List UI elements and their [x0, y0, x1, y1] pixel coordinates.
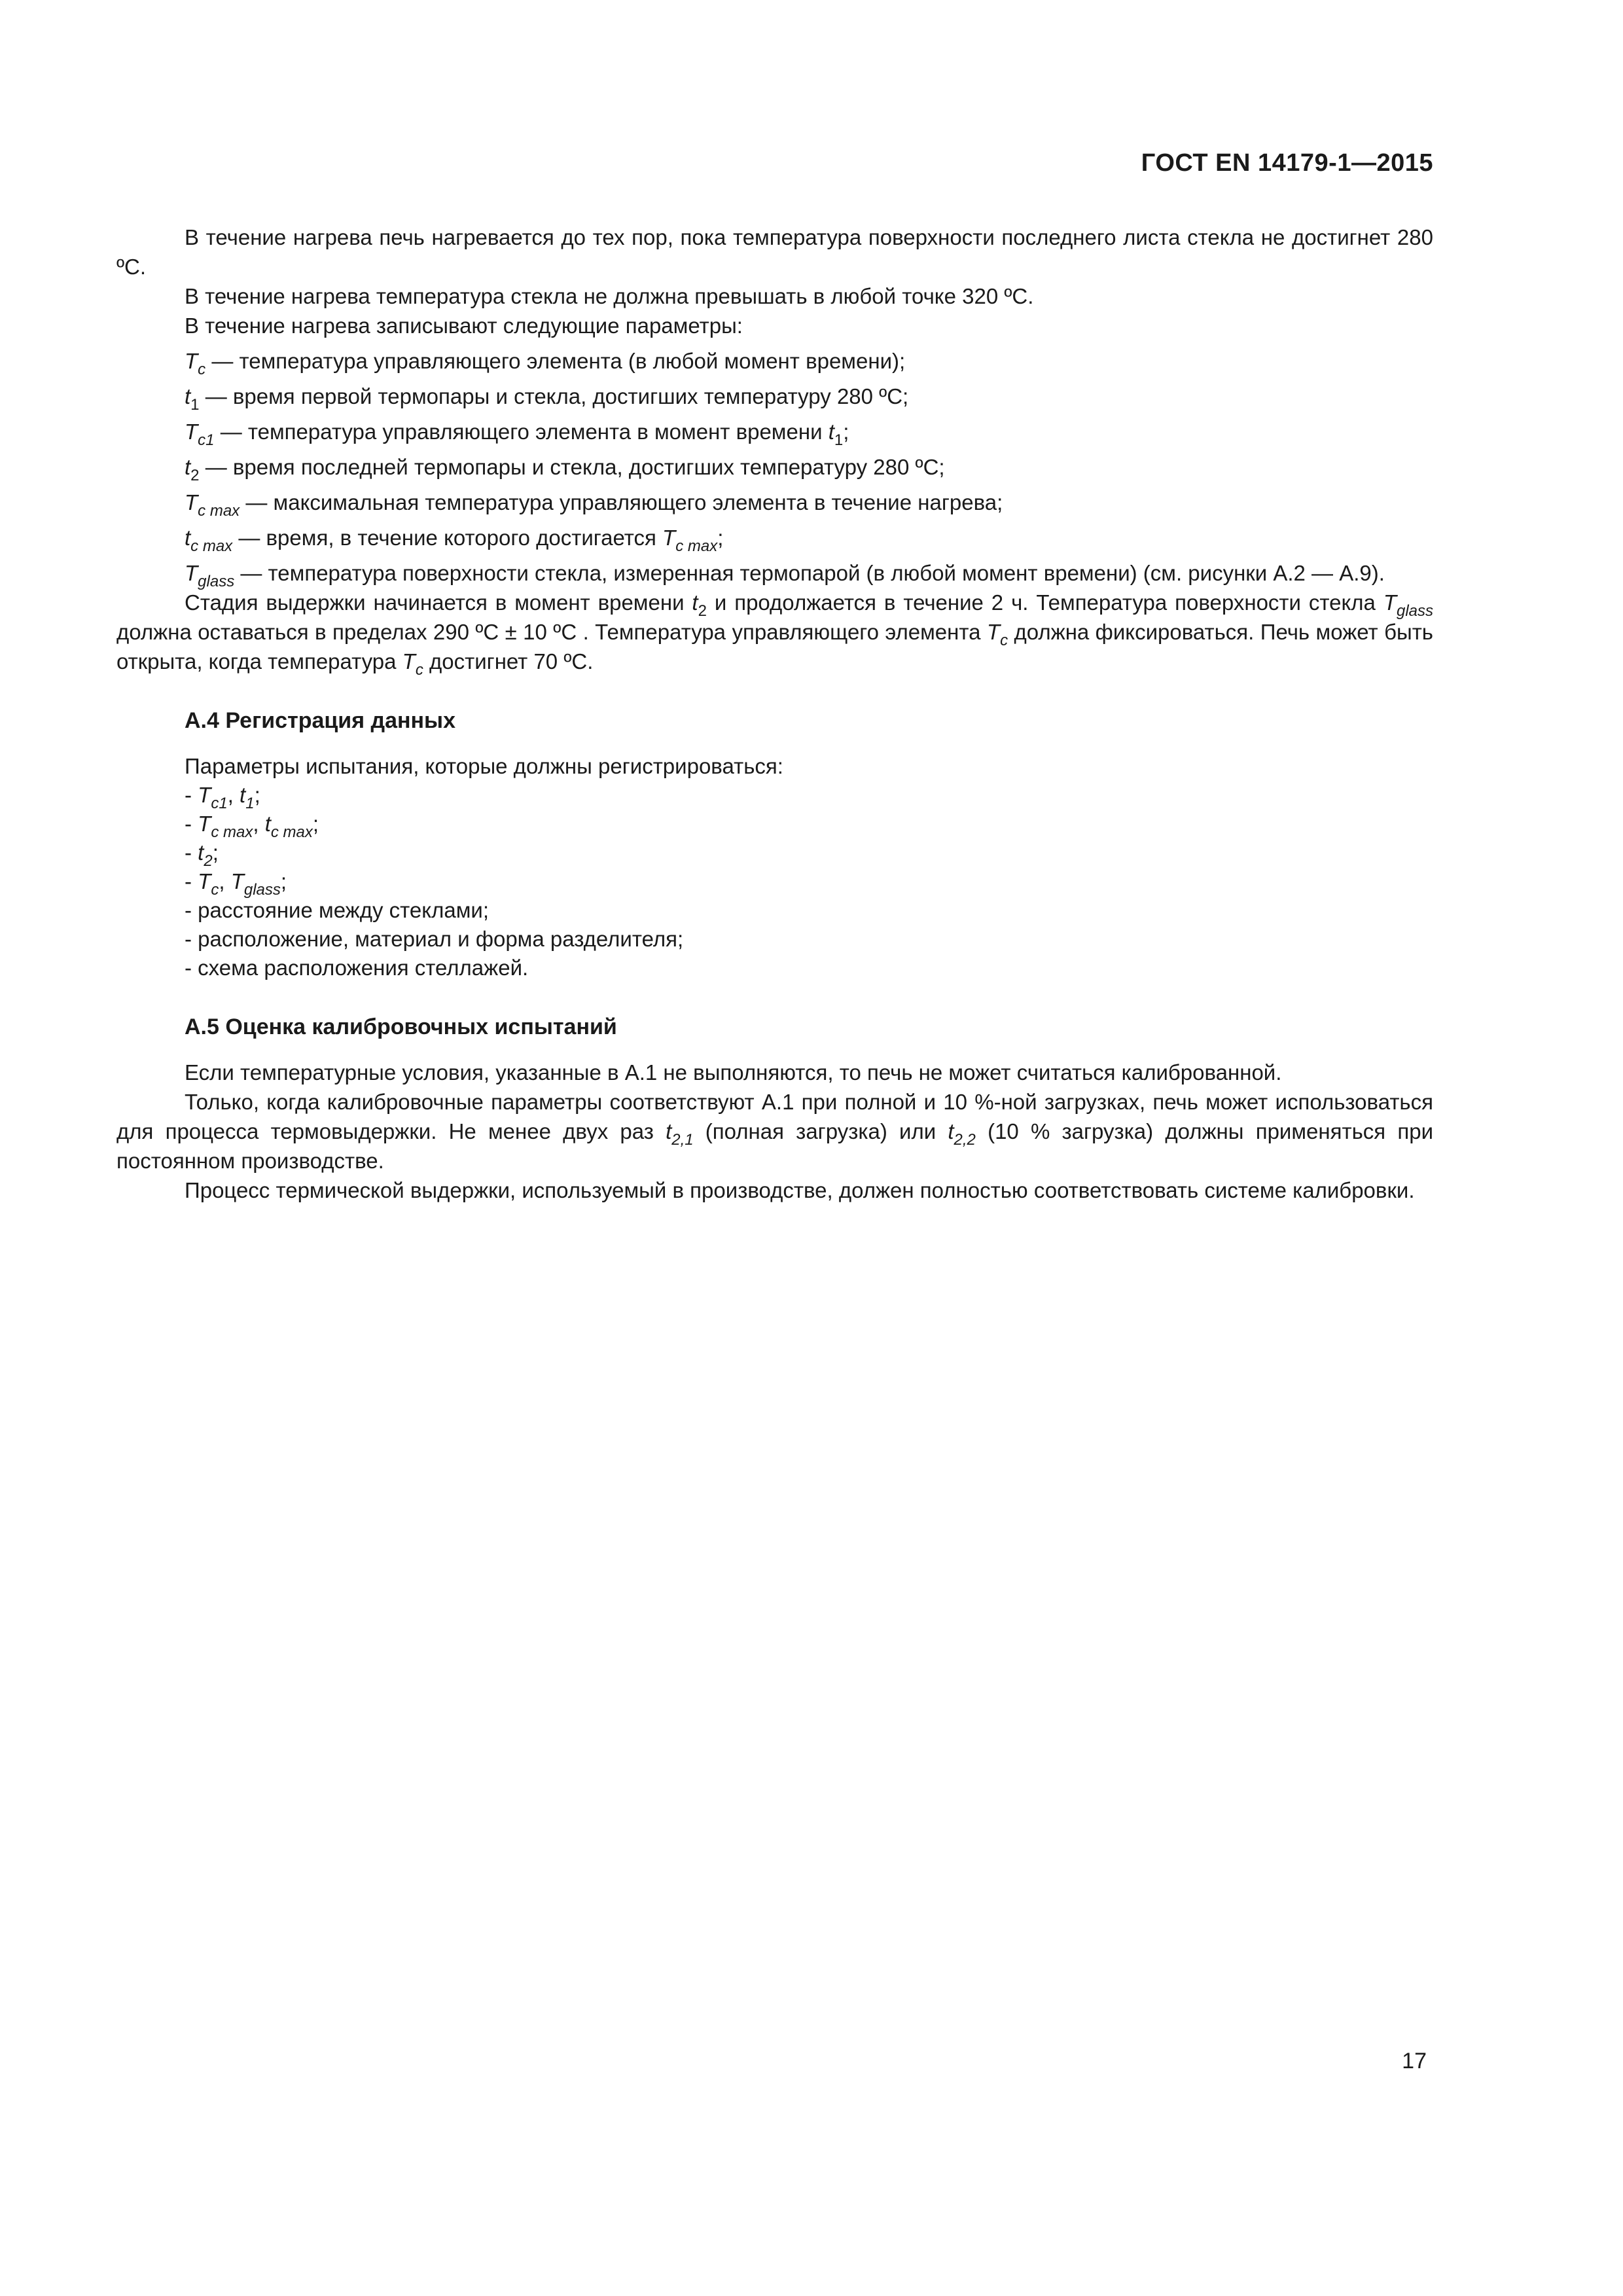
definition-tail: ; [843, 420, 849, 444]
symbol: T [185, 561, 198, 585]
list-end: ; [312, 812, 319, 836]
definition-text: — время последней термопары и стекла, достигших температуру 280 ºС; [199, 455, 945, 479]
definition-text: — максимальная температура управляющего элемента в течение нагрева; [240, 490, 1003, 514]
symbol: t [240, 783, 246, 807]
list-dash: - [185, 783, 198, 807]
symbol: T [198, 869, 211, 893]
symbol-subscript: 1 [245, 795, 255, 812]
recorded-params-list [185, 781, 1433, 982]
symbol-subscript: 1 [190, 396, 200, 414]
symbol: T [185, 420, 198, 444]
symbol: T [198, 812, 211, 836]
symbol: t [185, 455, 191, 479]
definition-tc-max [116, 488, 1433, 520]
text-run: Только, когда калибровочные параметры соответствуют А.1 при полной и 10 %-ной загрузках, печь может использоваться для процесса термовыдержки. Не менее двух раз [116, 1090, 1433, 1143]
definition-t1 [116, 382, 1433, 414]
list-item [185, 867, 1433, 899]
symbol-subscript: c max [198, 502, 240, 520]
paragraph-process-conformity: Процесс термической выдержки, используемый в производстве, должен полностью соответствовать системе калибровки. [185, 1178, 1415, 1202]
section-heading-a4: А.4 Регистрация данных [185, 708, 455, 733]
symbol-subscript: 2 [698, 602, 707, 620]
symbol: T [230, 869, 244, 893]
symbol: t [198, 840, 204, 865]
paragraph-not-calibrated: Если температурные условия, указанные в А.1 не выполняются, то печь не может считаться калиброванной. [185, 1060, 1282, 1085]
definition-text: — температура управляющего элемента (в любой момент времени); [205, 349, 906, 373]
list-item: - схема расположения стеллажей. [185, 956, 529, 980]
list-end: ; [280, 869, 287, 893]
symbol: t [692, 590, 698, 615]
definition-text: — температура управляющего элемента в момент времени [214, 420, 829, 444]
definition-text: — время, в течение которого достигается [232, 526, 663, 550]
section-heading-a5: А.5 Оценка калибровочных испытаний [185, 1014, 617, 1039]
symbol: t [948, 1119, 954, 1143]
symbol: T [185, 349, 198, 373]
symbol-subscript: glass [1396, 602, 1434, 620]
list-item: - расположение, материал и форма разделителя; [185, 927, 684, 951]
list-end: ; [254, 783, 260, 807]
symbol-subscript: glass [198, 573, 235, 590]
symbol-subscript: c [415, 661, 423, 679]
symbol-subscript: glass [243, 881, 281, 899]
list-item [185, 838, 1433, 870]
symbol: t [264, 812, 271, 836]
definition-time-tc-max [116, 523, 1433, 555]
separator: , [219, 869, 231, 893]
symbol-subscript: c1 [198, 431, 215, 449]
text-run: должна фиксироваться. Печь может быть открыта, когда температура [116, 620, 1433, 673]
symbol-subscript: 2 [190, 467, 200, 484]
list-item [185, 810, 1433, 841]
paragraph-glass-temp-limit: В течение нагрева температура стекла не должна превышать в любой точке 320 ºС. [185, 284, 1034, 308]
symbol: T [986, 620, 1001, 644]
definition-tglass [116, 558, 1433, 588]
paragraph-heating-until: В течение нагрева печь нагревается до тех пор, пока температура поверхности последнего листа стекла не достигнет 280 ºС. [116, 225, 1433, 279]
definition-tc [116, 346, 1433, 376]
symbol-subscript: c [211, 881, 219, 899]
document-body [116, 223, 1433, 1205]
definition-tc1 [116, 417, 1433, 449]
symbol-subscript: c max [190, 537, 233, 555]
paragraph-calibration-usage [116, 1087, 1433, 1175]
list-dash: - [185, 840, 198, 865]
list-item [185, 781, 1433, 810]
symbol-subscript: 2,1 [671, 1131, 694, 1149]
standard-code-header: ГОСТ EN 14179-1—2015 [1141, 149, 1433, 177]
symbol: T [185, 490, 198, 514]
definition-text: — температура поверхности стекла, измеренная термопарой (в любой момент времени) (см. рисунки А.2 — А.9). [234, 561, 1385, 585]
symbol: t [828, 420, 834, 444]
text-run: (полная загрузка) или [693, 1119, 948, 1143]
symbol-subscript: 2 [204, 852, 213, 870]
symbol-subscript: c [1000, 632, 1008, 649]
text-run: Стадия выдержки начинается в момент времени [185, 590, 692, 615]
separator: , [253, 812, 265, 836]
paragraph-recorded-params-intro: В течение нагрева записывают следующие параметры: [185, 314, 743, 338]
definition-tail: ; [717, 526, 724, 550]
symbol-subscript: c [198, 361, 206, 378]
symbol-subscript: c max [270, 823, 313, 841]
symbol-subscript: c1 [211, 795, 228, 812]
symbol: T [662, 526, 676, 550]
list-item: - расстояние между стеклами; [185, 898, 489, 922]
symbol: T [402, 649, 416, 673]
symbol: T [198, 783, 211, 807]
text-run: (10 % загрузка) должны применяться при постоянном производстве. [116, 1119, 1434, 1173]
list-dash: - [185, 812, 198, 836]
definition-text: — время первой термопары и стекла, достигших температуру 280 ºС; [199, 384, 909, 408]
symbol-subscript: 1 [834, 431, 844, 449]
symbol: t [185, 384, 191, 408]
text-run: достигнет 70 ºС. [423, 649, 594, 673]
separator: , [227, 783, 240, 807]
symbol: t [185, 526, 191, 550]
paragraph-test-params-intro: Параметры испытания, которые должны регистрироваться: [185, 754, 783, 778]
text-run: и продолжается в течение 2 ч. Температура поверхности стекла [706, 590, 1383, 615]
text-run: должна оставаться в пределах 290 ºС ± 10 ºС . Температура управляющего элемента [116, 620, 987, 644]
list-end: ; [212, 840, 219, 865]
symbol: t [666, 1119, 672, 1143]
symbol-subscript: c max [211, 823, 253, 841]
symbol-subscript: 2,2 [954, 1131, 976, 1149]
symbol-subscript: c max [675, 537, 718, 555]
list-dash: - [185, 869, 198, 893]
symbol: T [1383, 590, 1397, 615]
page-number: 17 [1402, 2049, 1427, 2073]
definition-t2 [116, 452, 1433, 482]
paragraph-holding-stage [116, 588, 1434, 679]
